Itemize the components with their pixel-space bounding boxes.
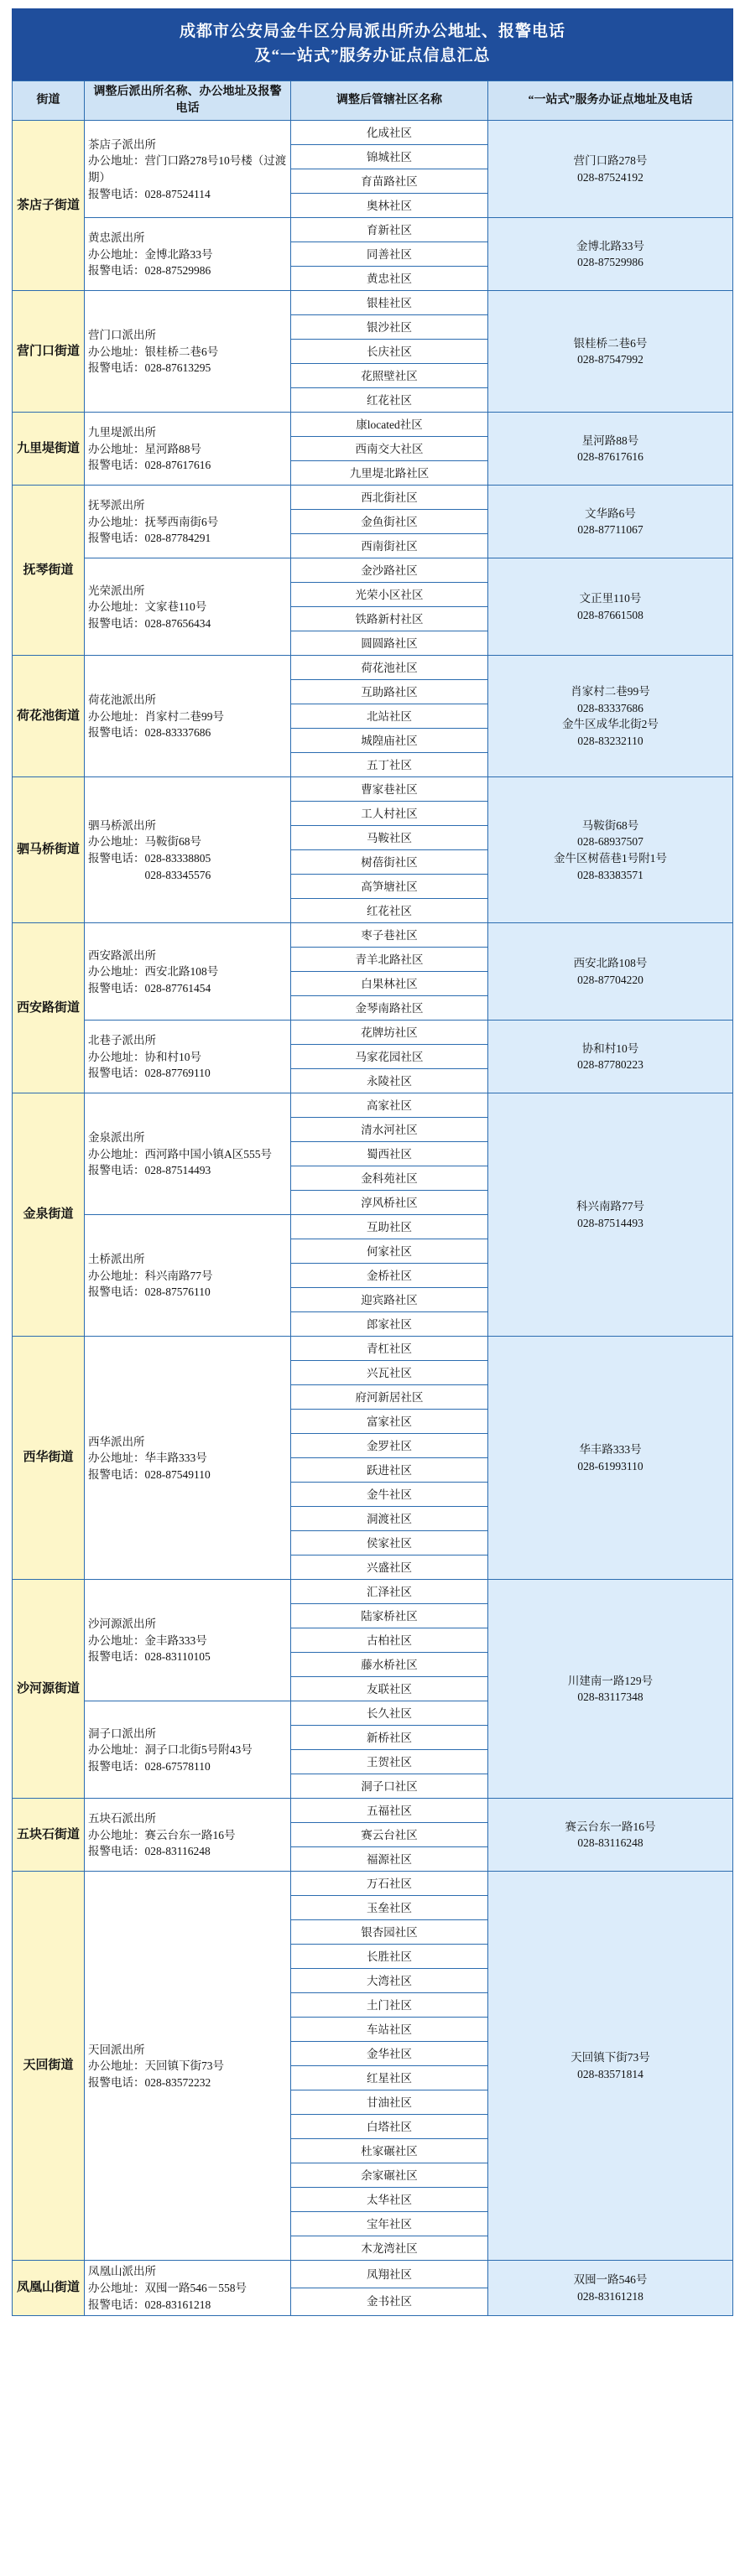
table-row	[13, 121, 733, 145]
community-cell: 马鞍社区	[291, 826, 488, 850]
community-cell: 友联社区	[291, 1677, 488, 1701]
community-cell: 金科苑社区	[291, 1166, 488, 1191]
community-cell: 跃进社区	[291, 1458, 488, 1483]
community-cell: 互助社区	[291, 1215, 488, 1239]
community-cell: 银沙社区	[291, 315, 488, 340]
police-station-cell: 五块石派出所 办公地址：赛云台东一路16号 报警电话：028-83116248	[85, 1799, 291, 1872]
community-cell: 蜀西社区	[291, 1142, 488, 1166]
community-cell: 圆圆路社区	[291, 631, 488, 656]
police-station-cell: 黄忠派出所 办公地址：金博北路33号 报警电话：028-87529986	[85, 218, 291, 291]
police-station-cell: 北巷子派出所 办公地址：协和村10号 报警电话：028-87769110	[85, 1021, 291, 1093]
one-stop-service-cell: 华丰路333号 028-61993110	[488, 1337, 733, 1580]
table-row	[13, 1093, 733, 1118]
community-cell: 育苗路社区	[291, 169, 488, 194]
community-cell: 长久社区	[291, 1701, 488, 1726]
column-header-station: 调整后派出所名称、办公地址及报警电话	[85, 80, 291, 121]
community-cell: 锦城社区	[291, 145, 488, 169]
one-stop-service-cell: 肖家村二巷99号 028-83337686 金牛区成华北街2号 028-83232110	[488, 656, 733, 777]
street-name-cell: 茶店子街道	[13, 121, 85, 291]
street-name-cell: 西华街道	[13, 1337, 85, 1580]
community-cell: 金琴南路社区	[291, 996, 488, 1021]
community-cell: 西南交大社区	[291, 437, 488, 461]
community-cell: 永陵社区	[291, 1069, 488, 1093]
one-stop-service-cell: 科兴南路77号 028-87514493	[488, 1093, 733, 1337]
community-cell: 互助路社区	[291, 680, 488, 704]
police-station-cell: 茶店子派出所 办公地址：营门口路278号10号楼（过渡期） 报警电话：028-87524114	[85, 121, 291, 218]
community-cell: 甘油社区	[291, 2090, 488, 2115]
title-line-1: 成都市公安局金牛区分局派出所办公地址、报警电话	[179, 23, 565, 40]
community-cell: 城隍庙社区	[291, 729, 488, 753]
community-cell: 淳风桥社区	[291, 1191, 488, 1215]
one-stop-service-cell: 马鞍街68号 028-68937507 金牛区树蓓巷1号附1号 028-83383571	[488, 777, 733, 923]
community-cell: 金沙路社区	[291, 558, 488, 583]
street-name-cell: 西安路街道	[13, 923, 85, 1093]
police-station-cell: 西安路派出所 办公地址：西安北路108号 报警电话：028-87761454	[85, 923, 291, 1021]
community-cell: 新桥社区	[291, 1726, 488, 1750]
one-stop-service-cell: 星河路88号 028-87617616	[488, 413, 733, 486]
community-cell: 陆家桥社区	[291, 1604, 488, 1628]
community-cell: 府河新居社区	[291, 1385, 488, 1410]
column-header-onestop: “一站式”服务办证点地址及电话	[488, 80, 733, 121]
community-cell: 福源社区	[291, 1847, 488, 1872]
table-row	[13, 2261, 733, 2288]
community-cell: 侯家社区	[291, 1531, 488, 1555]
community-cell: 金桥社区	[291, 1264, 488, 1288]
community-cell: 北站社区	[291, 704, 488, 729]
community-cell: 杜家碾社区	[291, 2139, 488, 2163]
community-cell: 育新社区	[291, 218, 488, 242]
community-cell: 红星社区	[291, 2066, 488, 2090]
community-cell: 赛云台社区	[291, 1823, 488, 1847]
column-header-street: 街道	[13, 80, 85, 121]
document-title	[12, 8, 733, 80]
table-row	[13, 1580, 733, 1604]
community-cell: 青羊北路社区	[291, 948, 488, 972]
community-cell: 花牌坊社区	[291, 1021, 488, 1045]
one-stop-service-cell: 银桂桥二巷6号 028-87547992	[488, 291, 733, 413]
table-row	[13, 1872, 733, 1896]
community-cell: 马家花园社区	[291, 1045, 488, 1069]
community-cell: 王贺社区	[291, 1750, 488, 1774]
one-stop-service-cell: 川建南一路129号 028-83117348	[488, 1580, 733, 1799]
community-cell: 兴瓦社区	[291, 1361, 488, 1385]
community-cell: 长胜社区	[291, 1945, 488, 1969]
table-row	[13, 656, 733, 680]
community-cell: 九里堤北路社区	[291, 461, 488, 486]
column-header-community: 调整后管辖社区名称	[291, 80, 488, 121]
police-station-cell: 营门口派出所 办公地址：银桂桥二巷6号 报警电话：028-87613295	[85, 291, 291, 413]
police-station-cell: 凤凰山派出所 办公地址：双囤一路546－558号 报警电话：028-83161218	[85, 2261, 291, 2316]
community-cell: 树蓓街社区	[291, 850, 488, 875]
community-cell: 荷花池社区	[291, 656, 488, 680]
street-name-cell: 五块石街道	[13, 1799, 85, 1872]
street-name-cell: 沙河源街道	[13, 1580, 85, 1799]
community-cell: 郎家社区	[291, 1312, 488, 1337]
table-row	[13, 1021, 733, 1045]
title-line-2: 及“一站式”服务办证点信息汇总	[254, 47, 491, 65]
community-cell: 大湾社区	[291, 1969, 488, 1993]
community-cell: 何家社区	[291, 1239, 488, 1264]
community-cell: 枣子巷社区	[291, 923, 488, 948]
community-cell: 花照壁社区	[291, 364, 488, 388]
community-cell: 太华社区	[291, 2188, 488, 2212]
police-station-cell: 光荣派出所 办公地址：文家巷110号 报警电话：028-87656434	[85, 558, 291, 656]
community-cell: 藤水桥社区	[291, 1653, 488, 1677]
table-row	[13, 1799, 733, 1823]
community-cell: 玉垒社区	[291, 1896, 488, 1920]
community-cell: 凤翔社区	[291, 2261, 488, 2288]
street-name-cell: 驷马桥街道	[13, 777, 85, 923]
community-cell: 兴盛社区	[291, 1555, 488, 1580]
community-cell: 银杏园社区	[291, 1920, 488, 1945]
community-cell: 红花社区	[291, 899, 488, 923]
street-name-cell: 九里堤街道	[13, 413, 85, 486]
community-cell: 万石社区	[291, 1872, 488, 1896]
community-cell: 迎宾路社区	[291, 1288, 488, 1312]
one-stop-service-cell: 赛云台东一路16号 028-83116248	[488, 1799, 733, 1872]
community-cell: 光荣小区社区	[291, 583, 488, 607]
one-stop-service-cell: 文华路6号 028-87711067	[488, 486, 733, 558]
one-stop-service-cell: 双囤一路546号 028-83161218	[488, 2261, 733, 2316]
one-stop-service-cell: 营门口路278号 028-87524192	[488, 121, 733, 218]
table-row	[13, 558, 733, 583]
community-cell: 木龙湾社区	[291, 2236, 488, 2261]
police-station-cell: 西华派出所 办公地址：华丰路333号 报警电话：028-87549110	[85, 1337, 291, 1580]
community-cell: 曹家巷社区	[291, 777, 488, 802]
table-body	[13, 121, 733, 2316]
table-row	[13, 923, 733, 948]
street-name-cell: 荷花池街道	[13, 656, 85, 777]
police-station-table	[12, 80, 733, 2316]
community-cell: 化成社区	[291, 121, 488, 145]
community-cell: 洞渡社区	[291, 1507, 488, 1531]
community-cell: 清水河社区	[291, 1118, 488, 1142]
table-row	[13, 1337, 733, 1361]
community-cell: 黄忠社区	[291, 267, 488, 291]
police-station-cell: 土桥派出所 办公地址：科兴南路77号 报警电话：028-87576110	[85, 1215, 291, 1337]
community-cell: 银桂社区	[291, 291, 488, 315]
community-cell: 奥林社区	[291, 194, 488, 218]
police-station-cell: 金泉派出所 办公地址：西河路中国小镇A区555号 报警电话：028-87514493	[85, 1093, 291, 1215]
community-cell: 青杠社区	[291, 1337, 488, 1361]
police-station-cell: 驷马桥派出所 办公地址：马鞍街68号 报警电话：028-83338805 028-83345576	[85, 777, 291, 923]
police-station-cell: 抚琴派出所 办公地址：抚琴西南街6号 报警电话：028-87784291	[85, 486, 291, 558]
table-header-row	[13, 80, 733, 121]
street-name-cell: 营门口街道	[13, 291, 85, 413]
one-stop-service-cell: 协和村10号 028-87780223	[488, 1021, 733, 1093]
community-cell: 车站社区	[291, 2018, 488, 2042]
police-station-cell: 荷花池派出所 办公地址：肖家村二巷99号 报警电话：028-83337686	[85, 656, 291, 777]
police-station-cell: 九里堤派出所 办公地址：星河路88号 报警电话：028-87617616	[85, 413, 291, 486]
community-cell: 白塔社区	[291, 2115, 488, 2139]
table-row	[13, 486, 733, 510]
community-cell: 宝年社区	[291, 2212, 488, 2236]
community-cell: 五丁社区	[291, 753, 488, 777]
community-cell: 五福社区	[291, 1799, 488, 1823]
community-cell: 红花社区	[291, 388, 488, 413]
community-cell: 西南街社区	[291, 534, 488, 558]
community-cell: 金牛社区	[291, 1483, 488, 1507]
community-cell: 工人村社区	[291, 802, 488, 826]
street-name-cell: 凤凰山街道	[13, 2261, 85, 2316]
community-cell: 高笋塘社区	[291, 875, 488, 899]
one-stop-service-cell: 金博北路33号 028-87529986	[488, 218, 733, 291]
street-name-cell: 天回街道	[13, 1872, 85, 2261]
table-row	[13, 413, 733, 437]
community-cell: 白果林社区	[291, 972, 488, 996]
street-name-cell: 抚琴街道	[13, 486, 85, 656]
police-station-cell: 天回派出所 办公地址：天回镇下街73号 报警电话：028-83572232	[85, 1872, 291, 2261]
one-stop-service-cell: 西安北路108号 028-87704220	[488, 923, 733, 1021]
table-row	[13, 291, 733, 315]
community-cell: 金鱼街社区	[291, 510, 488, 534]
table-row	[13, 218, 733, 242]
community-cell: 西北街社区	[291, 486, 488, 510]
community-cell: 同善社区	[291, 242, 488, 267]
community-cell: 土门社区	[291, 1993, 488, 2018]
community-cell: 金书社区	[291, 2288, 488, 2316]
community-cell: 康located社区	[291, 413, 488, 437]
community-cell: 富家社区	[291, 1410, 488, 1434]
community-cell: 洞子口社区	[291, 1774, 488, 1799]
community-cell: 余家碾社区	[291, 2163, 488, 2188]
community-cell: 高家社区	[291, 1093, 488, 1118]
community-cell: 古柏社区	[291, 1628, 488, 1653]
community-cell: 铁路新村社区	[291, 607, 488, 631]
street-name-cell: 金泉街道	[13, 1093, 85, 1337]
community-cell: 长庆社区	[291, 340, 488, 364]
one-stop-service-cell: 文正里110号 028-87661508	[488, 558, 733, 656]
community-cell: 金华社区	[291, 2042, 488, 2066]
one-stop-service-cell: 天回镇下街73号 028-83571814	[488, 1872, 733, 2261]
police-station-cell: 洞子口派出所 办公地址：洞子口北街5号附43号 报警电话：028-67578110	[85, 1701, 291, 1799]
community-cell: 金罗社区	[291, 1434, 488, 1458]
community-cell: 汇泽社区	[291, 1580, 488, 1604]
table-row	[13, 777, 733, 802]
police-station-cell: 沙河源派出所 办公地址：金丰路333号 报警电话：028-83110105	[85, 1580, 291, 1701]
